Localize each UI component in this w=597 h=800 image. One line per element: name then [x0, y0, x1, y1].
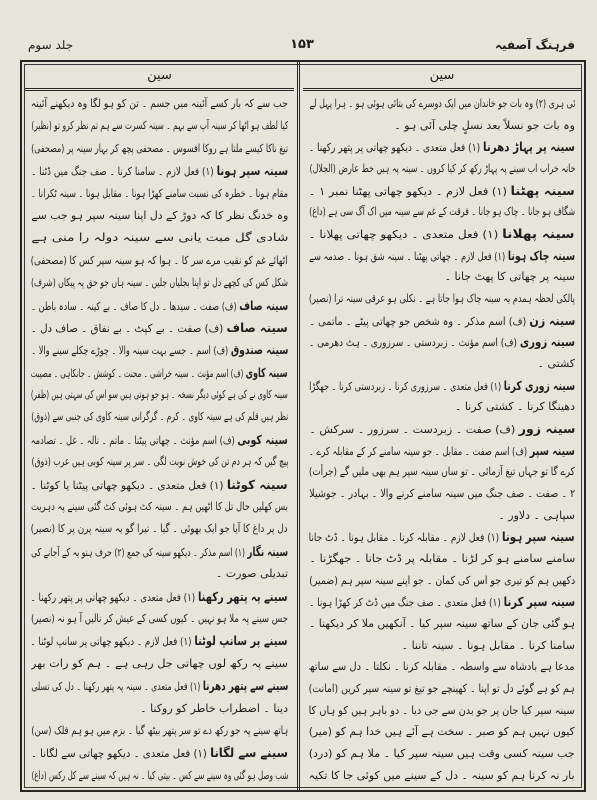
- entry-line: [309, 138, 575, 156]
- entry-text: وہ بات جو نسلاً بعد نسلٍ چلی آئی ہو ۔: [394, 118, 575, 132]
- entry-line: [31, 677, 288, 695]
- entry-line: [309, 723, 575, 741]
- entry-line-content: [31, 744, 288, 762]
- entry-text: جب سینہ کسی وقت ہیں سینہ سپر کیا ۔ ملا ہم کو (درد): [309, 747, 575, 761]
- entry-headword: سینہ سپر: [529, 442, 575, 458]
- entry-text: (۱) فعل لازم ۔ دیکھو چھاتی پر سانپ لوٹنا ۔: [31, 635, 195, 649]
- entry-text: (۱) فعل لازم ۔ دیکھو چھاتی پھٹنا نمبر ۱ ۔: [309, 184, 511, 198]
- entry-line-content: [31, 655, 288, 673]
- entry-line: [31, 588, 288, 606]
- entry-line-content: [31, 140, 288, 158]
- entry-line: [309, 572, 575, 590]
- entry-line-content: [31, 117, 288, 135]
- entry-line: [31, 386, 288, 404]
- entry-line: [309, 615, 575, 633]
- entry-line-content: [31, 632, 288, 650]
- entry-text: کیا لطف ہو اٹھا کر سینہ آپ سے بہم ۔ سینہ کسرت سے ہم تم نظر کرو تو (نظیر): [31, 119, 288, 133]
- page-frame: [20, 60, 586, 792]
- entry-headword: سینے پہ پتھر رکھنا: [198, 588, 288, 604]
- entry-line-content: [309, 182, 575, 200]
- entry-line-content: [31, 543, 288, 561]
- entry-line: [31, 655, 288, 673]
- entry-line-content: [309, 615, 575, 633]
- entry-line: [309, 420, 575, 438]
- running-title: فرہنگ آصفیہ: [495, 38, 575, 52]
- entry-text: سینہ سپر کیا جان پر جو بدن سے جی دیا ۔ دو باہر ہیں کو ہاں کا: [309, 703, 575, 717]
- entry-line-content: [309, 680, 575, 698]
- entry-text: (ف) اسم مؤنث ۔ سینہ خراشی ۔ محنت ۔ کوشش ۔ جانکاہی ۔ مصیبت: [31, 366, 247, 380]
- entry-line-content: [31, 498, 288, 516]
- entry-line: [309, 160, 575, 178]
- entry-line-content: [309, 767, 575, 785]
- entry-line: [31, 565, 288, 583]
- entry-line-content: [140, 700, 288, 718]
- entry-text: (ف) اسم مؤنث ۔ چھاتی پیٹنا ۔ ماتم ۔ نالہ ۔ غل ۔ تصادمہ: [31, 433, 238, 447]
- entry-line-content: [309, 463, 575, 481]
- entry-line: [31, 162, 288, 180]
- entry-text: وہ خدنگ نظر کا کہ دوڑ کے دل اپنا سینہ سپر ہو جب سے: [31, 208, 288, 222]
- entry-text: بار نہ کرنا ہم کو سینہ ۔ دل کے سینے میں کوئی جا کا تکیہ: [309, 768, 575, 782]
- entry-text: (۱) فعل لازم ۔ چھاتی پھٹنا ۔ سینہ شق ہونا ۔ صدمہ سے: [309, 249, 508, 263]
- entry-line-content: [31, 677, 288, 695]
- entry-text: (۱) فعل لازم ۔ مقابلہ کرنا ۔ مقابل ہونا ۔ ڈٹ جانا: [309, 531, 503, 545]
- right-column: [300, 62, 584, 790]
- entry-headword: سینہ صاف: [239, 297, 288, 313]
- entry-headword: سینہ کاوی: [246, 364, 288, 380]
- entry-line: [31, 543, 288, 561]
- entry-text: (ف) اسم مؤنث ۔ زبردستی ۔ سرزوری ۔ ہٹ دھرمی ۔: [309, 336, 520, 350]
- entry-text: ئی ہری (۲) وہ بات جو خاندان میں ایک دوسرے کی بتائی ہوئی ہو ۔ ہرا پہل لے: [309, 97, 575, 110]
- entry-line: [31, 207, 288, 225]
- entry-line: [31, 252, 288, 270]
- entry-line: [31, 319, 288, 337]
- entry-line: [31, 341, 288, 359]
- entry-line: [31, 408, 288, 426]
- entry-headword: سینہ پھٹنا: [510, 182, 575, 198]
- entry-line-content: [309, 160, 575, 178]
- left-column: [22, 62, 300, 790]
- entry-line-content: [309, 247, 575, 265]
- entry-headword: سینہ زن: [529, 312, 575, 328]
- entry-line-content: [309, 333, 575, 351]
- entry-line-content: [402, 637, 575, 655]
- entry-line-content: [31, 408, 288, 426]
- entry-line: [31, 140, 288, 158]
- entry-headword: سینہ سپر ہونا: [216, 163, 288, 179]
- entry-line-content: [31, 297, 288, 315]
- entry-text: سینہ پر چھاتی کا پھٹ جانا ۔: [444, 270, 575, 284]
- entry-text: سینہ کاوی نے کی ہے کوئی دیگر نسخہ ۔ ہو جو ہوتی ہیں سو اس کی سہتی ہیں (ظفر): [31, 388, 288, 402]
- entry-line-content: [309, 138, 575, 156]
- entry-line-content: [31, 319, 288, 337]
- entry-line-content: [309, 723, 575, 741]
- entry-text: شادی گل مبت یانی سے سینہ دولہ را منی ہے: [31, 231, 288, 245]
- entry-line: [309, 290, 575, 308]
- column-heading: سین: [25, 62, 294, 91]
- entry-text: ہو گئی جان کے ساتھ سینہ سپر کیا ۔ آنکھیں ملا کر دیکھنا ۔: [309, 617, 575, 631]
- entry-line-content: [309, 572, 575, 590]
- entry-line-content: [445, 268, 575, 286]
- entry-line: [31, 610, 288, 628]
- entry-headword: سینہ زوری کرنا: [503, 377, 575, 393]
- entry-line-content: [31, 207, 288, 225]
- entry-line-content: [31, 588, 288, 606]
- entry-line-content: [309, 203, 575, 221]
- entry-text: پیچ گیں کہ ہر دم تن کی خوش نوبت لگی ۔ سر پر سینہ کوبی ہیں عرب (ذوق): [31, 455, 288, 469]
- entry-text: (۱) فعل متعدی ۔ سرزوری کرنا ۔ زبردستی کرنا ۔ جھگڑا: [309, 379, 504, 393]
- entry-line-content: [309, 290, 575, 308]
- column-heading: سین: [303, 62, 581, 91]
- entry-line: [309, 398, 575, 416]
- entry-text: جس سینے پہ ملا ہو نہیں ۔ کیوں کسی کے عیش کر نالیں آ ہو نہ (نصیر): [31, 611, 288, 625]
- entry-line-content: [309, 702, 575, 720]
- entry-line: [309, 355, 575, 373]
- entry-line-content: [309, 95, 575, 113]
- volume-label: جلد سوم: [28, 38, 74, 52]
- entry-line-content: [309, 745, 575, 763]
- entry-text: کرے گا تو جہاں تیغ آزمائی ۔ تو ساں سینہ سپر ہم بھی ملیں گے (جرأت): [309, 465, 575, 479]
- entry-text: مدعا ہے بادشاہ سے واسطہ ۔ مقابلہ کرنا ۔ نکلتا ۔ دل سے ساتھ: [309, 660, 575, 674]
- entry-line-content: [31, 185, 288, 203]
- entry-text: ہاتھ سینے پہ جو رکھ دے تو سر پتھر بیٹھ گیا ۔ بزم میں ہو ہم فلک (سن): [31, 723, 288, 737]
- entry-text: بس کھلیں حال تل کا اٹھیں ہم ۔ سینہ کٹ ہوئی کٹ گئی سینے پہ دہریت: [31, 500, 288, 514]
- entry-line: [309, 463, 575, 481]
- entry-text: کیوں نہیں ہم کو صبر ۔ سخت ہے آئے ہیں خدا ہم کو (میر): [309, 725, 575, 739]
- entry-line-content: [309, 225, 575, 243]
- entry-headword: سینہ چاک ہونا: [507, 247, 575, 263]
- entry-line-content: [31, 386, 288, 404]
- entry-headword: سینہ زوری: [519, 334, 575, 350]
- entry-line: [309, 247, 575, 265]
- entry-text: (ف) صفت ۔ زبردست ۔ سرزور ۔ سرکش ۔: [309, 423, 519, 437]
- entry-headword: سینہ زور: [518, 421, 575, 437]
- entry-text: پالکی لحظہ ہمدم یہ سینہ چاک ہوا جاتا ہے ۔ نکلی ہو عرقی سینہ ترا (نصیر): [309, 292, 575, 306]
- entry-line: [31, 364, 288, 382]
- entry-line: [309, 680, 575, 698]
- entry-line: [31, 744, 288, 762]
- entry-line-content: [31, 767, 288, 785]
- entry-text: کشتی ۔: [537, 357, 575, 371]
- entry-line-content: [31, 274, 288, 292]
- entry-headword: سینہ صندوق: [230, 342, 288, 358]
- entry-text: تبدیلی صورت ۔: [215, 567, 288, 581]
- entry-line: [309, 528, 575, 546]
- entry-headword: سینہ پھلانا: [502, 226, 575, 242]
- entry-line: [31, 431, 288, 449]
- entry-text: شگاف ہو جانا ۔ چاک ہو جانا ۔ فرقت کے غم سے سینہ میں اک آگ سی ہے (داغ): [309, 205, 575, 219]
- entry-line-content: [538, 355, 575, 373]
- entry-text: (۱) فعل متعدی ۔ سینہ پہ پتھر رکھنا ۔ دل کی تسلی: [31, 680, 203, 694]
- entry-text: دل پر داغ کا آیا جو ایک بھوئی ۔ گیا ۔ تیرا گو یہ سینہ پرن پر کا (نصیر): [31, 522, 288, 536]
- entry-text: (۱) فعل متعدی ۔ دیکھو چھاتی سے لگانا ۔: [31, 747, 211, 761]
- entry-line: [31, 229, 288, 247]
- entry-line-content: [31, 252, 288, 270]
- entry-headword: سینہ صاف: [226, 319, 288, 335]
- entry-text: (۱) فعل متعدی ۔ دیکھو چھاتی پر پتھر رکھنا ۔: [309, 141, 484, 155]
- entry-line-content: [309, 420, 575, 438]
- entry-line-content: [31, 610, 288, 628]
- entry-line-content: [31, 476, 288, 494]
- entry-line: [31, 722, 288, 740]
- entry-text: دکھیں ہم کو تیری جو اس کی کمان ۔ جو اپنے سینہ سپر ہم (ضمیر): [309, 573, 575, 587]
- entry-line-content: [31, 341, 288, 359]
- entry-line: [31, 520, 288, 538]
- entry-headword: سینہ سپر کرنا: [503, 594, 575, 610]
- entry-line: [309, 637, 575, 655]
- entry-line: [309, 312, 575, 330]
- entry-line: [31, 185, 288, 203]
- entry-line-content: [309, 593, 575, 611]
- entry-headword: سینہ پر پہاڑ دھرنا: [483, 139, 575, 155]
- entry-line: [31, 453, 288, 471]
- entry-line: [31, 632, 288, 650]
- entry-line: [309, 268, 575, 286]
- entry-line-content: [31, 95, 288, 113]
- entry-headword: سینے سے لگانا: [210, 745, 288, 761]
- entry-line: [309, 658, 575, 676]
- entry-text: سامنے سامنے ہو کر لڑنا ۔ مقابلہ پر ڈٹ جانا ۔ جھگڑنا ۔: [309, 552, 575, 566]
- entry-headword: سینے سے پتھر دھرنا: [202, 678, 288, 694]
- entry-text: (ف) صفت ۔ سیدھا ۔ دل کا صاف ۔ بے کینہ ۔ سادہ باطن ۔: [31, 299, 240, 313]
- entry-text: دینا ۔ اضطراب خاطر کو روکنا ۔: [140, 701, 288, 715]
- entry-line-content: [498, 507, 575, 525]
- entry-line: [31, 767, 288, 785]
- entry-line: [31, 95, 288, 113]
- entry-line: [309, 203, 575, 221]
- entry-text: (۱) فعل متعدی ۔ دیکھو چھاتی پر پتھر رکھنا ۔: [31, 590, 199, 604]
- entry-line: [309, 507, 575, 525]
- entry-line-content: [309, 550, 575, 568]
- entry-line: [31, 498, 288, 516]
- entry-text: (ف) اسم ۔ جسے بہت سینہ والا ۔ چوڑے چکلے سینے والا ۔: [31, 344, 231, 358]
- entry-text: تیغ ناکا کیسے ملتا ہے روکا افسوس ۔ مصحفی پچھ کر بہار سینہ پر (مصحفی): [31, 141, 288, 155]
- entry-text: (ف) اسم مذکر ۔ وہ شخص جو چھاتی پیٹے ۔ ماتمی ۔: [309, 314, 530, 328]
- entry-headword: سینے پر سانپ لوٹنا: [194, 633, 288, 649]
- entry-line: [309, 377, 575, 395]
- entry-text: (۱) فعل متعدی ۔ دیکھو چھاتی پیٹنا یا کوٹنا ۔: [31, 478, 228, 492]
- entry-line: [309, 442, 575, 460]
- entry-line-content: [309, 528, 575, 546]
- entry-line: [309, 485, 575, 503]
- entry-line: [309, 550, 575, 568]
- entry-text: (۱) اسم مذکر ۔ دیکھو سینہ کی جمع (۲) حرف ہنو یہ کے آجانے کی: [31, 545, 248, 559]
- entry-line-content: [309, 485, 575, 503]
- entry-text: (۱) فعل متعدی ۔ صف جنگ میں ڈٹ کر کھڑا ہونا ۔: [309, 596, 504, 610]
- entry-text: نظر ہیں قلم کی ہے سینہ کاوی ۔ کرم ۔ گرگرانی سینہ کاوی کی جنبی سے (ذوق): [31, 410, 288, 424]
- entry-line: [31, 274, 288, 292]
- entry-text: (۱) فعل متعدی ۔ دیکھو چھاتی پھلانا ۔: [309, 228, 503, 242]
- entry-line-content: [216, 565, 288, 583]
- entry-line-content: [31, 162, 288, 180]
- entry-line: [31, 297, 288, 315]
- entry-headword: سینہ نگار: [247, 543, 288, 559]
- entry-line-content: [309, 658, 575, 676]
- entry-text: ہم کو ہے گوئے دل تو اپنا ۔ کھینچے جو تیغ تو سینہ سپر کریں (امانت): [309, 682, 575, 696]
- entry-headword: سینہ کوبی: [237, 431, 288, 447]
- entry-line-content: [31, 364, 288, 382]
- entry-headword: سینہ سپر ہونا: [502, 529, 575, 545]
- entry-text: (ف) اسم صفت ۔ مقابل ۔ جو سینہ سامنے کر کے مقابلہ کرے ۔: [309, 444, 530, 458]
- entry-list: [309, 95, 575, 785]
- page-number: ۱۵۳: [290, 37, 314, 52]
- entry-text: جب سے کہ بار کسے آئینہ میں جسم ۔ تن کو ہو لگا وہ دیکھنے آئینہ: [31, 97, 288, 110]
- entry-line: [309, 95, 575, 113]
- entry-line-content: [309, 442, 575, 460]
- entry-line: [309, 767, 575, 785]
- entry-line: [31, 476, 288, 494]
- entry-line-content: [455, 398, 575, 416]
- entry-text: ۲ ۔ صفت ۔ صف جنگ میں سینہ سامنے کرنے والا ۔ بہادر ۔ جوشیلا: [309, 487, 575, 501]
- entry-line-content: [31, 453, 288, 471]
- entry-list: [31, 95, 288, 785]
- entry-text: سپاہی ۔ دلاور ۔: [498, 508, 575, 522]
- entry-line: [309, 182, 575, 200]
- entry-text: مقام ہونا ۔ خطرہ کی نسبت سامنے کھڑا ہونا ۔ مقابل ہونا ۔ سینہ ٹکرانا ۔: [31, 186, 288, 200]
- entry-line: [309, 745, 575, 763]
- entry-line-content: [309, 377, 575, 395]
- entry-line-content: [31, 722, 288, 740]
- entry-line-content: [394, 117, 575, 135]
- entry-line-content: [31, 431, 288, 449]
- entry-line-content: [31, 229, 288, 247]
- entry-line-content: [31, 520, 288, 538]
- entry-text: اٹھائے غم کو نقیب مرے سر کا ۔ ہوا کہ ہو سینہ سپر کس کا (مصحفی): [31, 253, 288, 267]
- entry-headword: سینہ کوٹنا: [227, 476, 288, 492]
- entry-text: شب وصل ہو گئی وہ سینے سے کس ۔ بیتی کیا ۔ نہ ہیں کہ سینے سے کل رکس (داغ): [31, 768, 288, 782]
- entry-text: سینے پہ رکھ لوں چھاتی جل رہی ہے ۔ ہم کو رات بھر: [31, 656, 288, 670]
- entry-text: سامنا کرنا ۔ مقابل ہونا ۔ سینہ تاننا ۔: [401, 638, 575, 652]
- entry-line: [309, 117, 575, 135]
- entry-line: [309, 593, 575, 611]
- entry-text: شکل کس کی کچھے دل تو اپنا بجلیاں جلیں ۔ سینہ ہاں جو حق پہ پیکاں (شرف): [31, 276, 288, 290]
- entry-text: (۱) فعل لازم ۔ سامنا کرنا ۔ صف جنگ میں ڈٹنا ۔: [31, 165, 217, 179]
- entry-line: [309, 225, 575, 243]
- entry-line: [309, 333, 575, 351]
- entry-line-content: [309, 312, 575, 330]
- entry-text: دھینگا کرنا ۔ کشتی کرنا ۔: [454, 400, 575, 414]
- entry-line: [31, 700, 288, 718]
- entry-text: خانہ خراب اب سینے پہ پہاڑ رکھ کر کیا کروں ۔ سینہ پہ ہیں خط عارض (الجلال): [309, 162, 575, 176]
- entry-line: [309, 702, 575, 720]
- entry-text: (ف) صفت ۔ بے کپٹ ۔ بے نفاق ۔ صاف دل ۔: [31, 321, 227, 335]
- entry-line: [31, 117, 288, 135]
